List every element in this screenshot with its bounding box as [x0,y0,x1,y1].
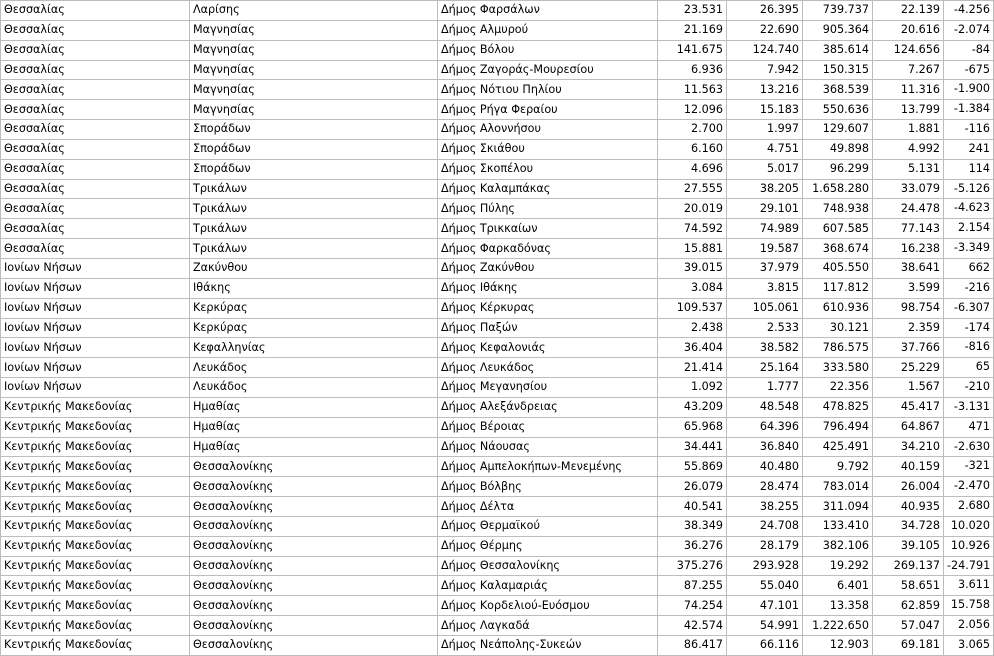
value-a-cell[interactable]: 36.276 [658,536,727,556]
value-b-cell[interactable]: 124.740 [727,40,803,60]
region-cell[interactable]: Θεσσαλίας [1,40,190,60]
region-cell[interactable]: Θεσσαλίας [1,80,190,100]
value-d-cell[interactable]: 7.267 [873,60,944,80]
municipality-cell[interactable]: Δήμος Βέροιας [438,417,658,437]
value-d-cell[interactable]: 39.105 [873,536,944,556]
region-cell[interactable]: Κεντρικής Μακεδονίας [1,497,190,517]
table-row [1,199,994,219]
value-b-cell[interactable]: 24.708 [727,516,803,536]
value-c-cell[interactable]: 796.494 [803,417,873,437]
value-c-cell[interactable]: 311.094 [803,497,873,517]
table-row [1,417,994,437]
value-a-cell[interactable]: 43.209 [658,397,727,417]
value-d-cell[interactable]: 11.316 [873,80,944,100]
region-cell[interactable]: Κεντρικής Μακεδονίας [1,397,190,417]
value-c-cell[interactable]: 748.938 [803,199,873,219]
value-d-cell[interactable]: 20.616 [873,20,944,40]
municipality-cell[interactable]: Δήμος Θέρμης [438,536,658,556]
value-a-cell[interactable]: 4.696 [658,159,727,179]
value-b-cell[interactable]: 15.183 [727,100,803,120]
prefecture-cell[interactable]: Μαγνησίας [190,80,438,100]
table-row [1,278,994,298]
value-b-cell[interactable]: 74.989 [727,219,803,239]
change-cell[interactable]: -2.630 [944,437,994,457]
value-c-cell[interactable]: 333.580 [803,358,873,378]
municipality-cell[interactable]: Δήμος Καλαμαριάς [438,576,658,596]
municipality-cell[interactable]: Δήμος Αλοννήσου [438,120,658,140]
value-d-cell[interactable]: 40.159 [873,457,944,477]
value-d-cell[interactable]: 1.567 [873,378,944,398]
prefecture-cell[interactable]: Μαγνησίας [190,100,438,120]
prefecture-cell[interactable]: Θεσσαλονίκης [190,516,438,536]
region-cell[interactable]: Ιονίων Νήσων [1,378,190,398]
municipality-cell[interactable]: Δήμος Ιθάκης [438,278,658,298]
municipality-cell[interactable]: Δήμος Δέλτα [438,497,658,517]
value-a-cell[interactable]: 21.414 [658,358,727,378]
change-cell[interactable]: -210 [944,378,994,398]
change-cell[interactable]: -816 [944,338,994,358]
value-b-cell[interactable]: 105.061 [727,298,803,318]
prefecture-cell[interactable]: Ημαθίας [190,417,438,437]
value-c-cell[interactable]: 425.491 [803,437,873,457]
change-cell[interactable]: 65 [944,358,994,378]
value-c-cell[interactable]: 905.364 [803,20,873,40]
value-c-cell[interactable]: 49.898 [803,139,873,159]
region-cell[interactable]: Κεντρικής Μακεδονίας [1,536,190,556]
value-b-cell[interactable]: 5.017 [727,159,803,179]
change-cell[interactable]: -216 [944,278,994,298]
value-a-cell[interactable]: 21.169 [658,20,727,40]
value-b-cell[interactable]: 64.396 [727,417,803,437]
value-d-cell[interactable]: 58.651 [873,576,944,596]
value-d-cell[interactable]: 1.881 [873,120,944,140]
value-c-cell[interactable]: 607.585 [803,219,873,239]
region-cell[interactable]: Θεσσαλίας [1,100,190,120]
value-a-cell[interactable]: 2.700 [658,120,727,140]
prefecture-cell[interactable]: Λευκάδος [190,378,438,398]
prefecture-cell[interactable]: Κεφαλληνίας [190,338,438,358]
change-cell[interactable]: 471 [944,417,994,437]
region-cell[interactable]: Κεντρικής Μακεδονίας [1,616,190,636]
value-a-cell[interactable]: 74.592 [658,219,727,239]
value-a-cell[interactable]: 15.881 [658,239,727,259]
municipality-cell[interactable]: Δήμος Αμπελοκήπων-Μενεμένης [438,457,658,477]
value-a-cell[interactable]: 23.531 [658,1,727,21]
region-cell[interactable]: Κεντρικής Μακεδονίας [1,417,190,437]
municipality-cell[interactable]: Δήμος Αλεξάνδρειας [438,397,658,417]
prefecture-cell[interactable]: Τρικάλων [190,239,438,259]
region-cell[interactable]: Θεσσαλίας [1,20,190,40]
value-a-cell[interactable]: 20.019 [658,199,727,219]
table-row [1,159,994,179]
prefecture-cell[interactable]: Τρικάλων [190,199,438,219]
change-cell[interactable]: -84 [944,40,994,60]
prefecture-cell[interactable]: Λαρίσης [190,1,438,21]
change-cell[interactable]: -3.349 [944,239,994,259]
region-cell[interactable]: Κεντρικής Μακεδονίας [1,516,190,536]
value-c-cell[interactable]: 382.106 [803,536,873,556]
value-d-cell[interactable]: 45.417 [873,397,944,417]
value-b-cell[interactable]: 40.480 [727,457,803,477]
region-cell[interactable]: Θεσσαλίας [1,120,190,140]
region-cell[interactable]: Θεσσαλίας [1,1,190,21]
table-row [1,338,994,358]
value-b-cell[interactable]: 1.997 [727,120,803,140]
region-cell[interactable]: Ιονίων Νήσων [1,278,190,298]
value-d-cell[interactable]: 40.935 [873,497,944,517]
value-c-cell[interactable]: 405.550 [803,258,873,278]
region-cell[interactable]: Θεσσαλίας [1,139,190,159]
table-row [1,378,994,398]
value-d-cell[interactable]: 77.143 [873,219,944,239]
prefecture-cell[interactable]: Τρικάλων [190,179,438,199]
prefecture-cell[interactable]: Θεσσαλονίκης [190,596,438,616]
value-a-cell[interactable]: 6.936 [658,60,727,80]
value-c-cell[interactable]: 22.356 [803,378,873,398]
table-row [1,477,994,497]
value-a-cell[interactable]: 11.563 [658,80,727,100]
value-a-cell[interactable]: 39.015 [658,258,727,278]
region-cell[interactable]: Θεσσαλίας [1,239,190,259]
region-cell[interactable]: Θεσσαλίας [1,179,190,199]
value-d-cell[interactable]: 33.079 [873,179,944,199]
value-a-cell[interactable]: 27.555 [658,179,727,199]
value-c-cell[interactable]: 6.401 [803,576,873,596]
value-b-cell[interactable]: 54.991 [727,616,803,636]
value-d-cell[interactable]: 34.728 [873,516,944,536]
region-cell[interactable]: Ιονίων Νήσων [1,358,190,378]
value-d-cell[interactable]: 34.210 [873,437,944,457]
value-b-cell[interactable]: 25.164 [727,358,803,378]
value-a-cell[interactable]: 1.092 [658,378,727,398]
prefecture-cell[interactable]: Μαγνησίας [190,60,438,80]
municipality-cell[interactable]: Δήμος Νεάπολης-Συκεών [438,636,658,656]
prefecture-cell[interactable]: Θεσσαλονίκης [190,457,438,477]
region-cell[interactable]: Θεσσαλίας [1,219,190,239]
value-a-cell[interactable]: 65.968 [658,417,727,437]
region-cell[interactable]: Κεντρικής Μακεδονίας [1,596,190,616]
table-row [1,616,994,636]
table-row [1,239,994,259]
change-cell[interactable]: -321 [944,457,994,477]
value-b-cell[interactable]: 38.205 [727,179,803,199]
region-cell[interactable]: Κεντρικής Μακεδονίας [1,556,190,576]
value-b-cell[interactable]: 3.815 [727,278,803,298]
value-c-cell[interactable]: 133.410 [803,516,873,536]
change-cell[interactable]: -1.384 [944,100,994,120]
municipality-cell[interactable]: Δήμος Φαρκαδόνας [438,239,658,259]
change-cell[interactable]: 10.020 [944,516,994,536]
value-c-cell[interactable]: 117.812 [803,278,873,298]
prefecture-cell[interactable]: Μαγνησίας [190,40,438,60]
prefecture-cell[interactable]: Ημαθίας [190,437,438,457]
region-cell[interactable]: Θεσσαλίας [1,199,190,219]
change-cell[interactable]: 3.065 [944,636,994,656]
prefecture-cell[interactable]: Λευκάδος [190,358,438,378]
change-cell[interactable]: 2.056 [944,616,994,636]
value-c-cell[interactable]: 19.292 [803,556,873,576]
value-a-cell[interactable]: 55.869 [658,457,727,477]
region-cell[interactable]: Θεσσαλίας [1,159,190,179]
change-cell[interactable]: 2.680 [944,497,994,517]
value-a-cell[interactable]: 141.675 [658,40,727,60]
prefecture-cell[interactable]: Θεσσαλονίκης [190,636,438,656]
value-d-cell[interactable]: 25.229 [873,358,944,378]
prefecture-cell[interactable]: Τρικάλων [190,219,438,239]
value-a-cell[interactable]: 3.084 [658,278,727,298]
municipality-cell[interactable]: Δήμος Πύλης [438,199,658,219]
prefecture-cell[interactable]: Θεσσαλονίκης [190,556,438,576]
value-c-cell[interactable]: 739.737 [803,1,873,21]
value-b-cell[interactable]: 29.101 [727,199,803,219]
change-cell[interactable]: -4.623 [944,199,994,219]
table-row [1,596,994,616]
table-row [1,298,994,318]
change-cell[interactable]: -2.074 [944,20,994,40]
change-cell[interactable]: -675 [944,60,994,80]
municipality-cell[interactable]: Δήμος Ζακύνθου [438,258,658,278]
value-c-cell[interactable]: 9.792 [803,457,873,477]
change-cell[interactable]: 662 [944,258,994,278]
table-row [1,1,994,21]
municipality-cell[interactable]: Δήμος Φαρσάλων [438,1,658,21]
change-cell[interactable]: -1.900 [944,80,994,100]
change-cell[interactable]: -5.126 [944,179,994,199]
value-d-cell[interactable]: 22.139 [873,1,944,21]
table-row [1,636,994,656]
change-cell[interactable]: 3.611 [944,576,994,596]
change-cell[interactable]: 10.926 [944,536,994,556]
prefecture-cell[interactable]: Κερκύρας [190,318,438,338]
municipality-cell[interactable]: Δήμος Τρικκαίων [438,219,658,239]
table-row [1,139,994,159]
value-d-cell[interactable]: 62.859 [873,596,944,616]
table-row [1,516,994,536]
value-c-cell[interactable]: 610.936 [803,298,873,318]
municipality-cell[interactable]: Δήμος Καλαμπάκας [438,179,658,199]
change-cell[interactable]: 15.758 [944,596,994,616]
table-row [1,437,994,457]
value-a-cell[interactable]: 375.276 [658,556,727,576]
value-b-cell[interactable]: 28.179 [727,536,803,556]
value-c-cell[interactable]: 129.607 [803,120,873,140]
value-d-cell[interactable]: 4.992 [873,139,944,159]
table-row [1,20,994,40]
change-cell[interactable]: 241 [944,139,994,159]
change-cell[interactable]: -116 [944,120,994,140]
value-b-cell[interactable]: 1.777 [727,378,803,398]
value-b-cell[interactable]: 66.116 [727,636,803,656]
value-d-cell[interactable]: 13.799 [873,100,944,120]
prefecture-cell[interactable]: Μαγνησίας [190,20,438,40]
table-row [1,318,994,338]
table-row [1,497,994,517]
value-b-cell[interactable]: 2.533 [727,318,803,338]
region-cell[interactable]: Θεσσαλίας [1,60,190,80]
spreadsheet-body [1,1,994,656]
value-c-cell[interactable]: 368.674 [803,239,873,259]
municipality-cell[interactable]: Δήμος Ζαγοράς-Μουρεσίου [438,60,658,80]
value-c-cell[interactable]: 12.903 [803,636,873,656]
change-cell[interactable]: -174 [944,318,994,338]
value-c-cell[interactable]: 786.575 [803,338,873,358]
region-cell[interactable]: Κεντρικής Μακεδονίας [1,477,190,497]
table-row [1,397,994,417]
value-b-cell[interactable]: 13.216 [727,80,803,100]
region-cell[interactable]: Κεντρικής Μακεδονίας [1,437,190,457]
value-c-cell[interactable]: 1.658.280 [803,179,873,199]
region-cell[interactable]: Ιονίων Νήσων [1,258,190,278]
municipality-cell[interactable]: Δήμος Νάουσας [438,437,658,457]
municipality-cell[interactable]: Δήμος Σκιάθου [438,139,658,159]
municipality-cell[interactable]: Δήμος Κέρκυρας [438,298,658,318]
value-b-cell[interactable]: 48.548 [727,397,803,417]
table-row [1,60,994,80]
municipality-cell[interactable]: Δήμος Λευκάδος [438,358,658,378]
prefecture-cell[interactable]: Σποράδων [190,159,438,179]
prefecture-cell[interactable]: Θεσσαλονίκης [190,477,438,497]
value-a-cell[interactable]: 40.541 [658,497,727,517]
value-b-cell[interactable]: 22.690 [727,20,803,40]
value-c-cell[interactable]: 150.315 [803,60,873,80]
table-row [1,179,994,199]
municipality-cell[interactable]: Δήμος Σκοπέλου [438,159,658,179]
value-d-cell[interactable]: 37.766 [873,338,944,358]
value-b-cell[interactable]: 37.979 [727,258,803,278]
value-b-cell[interactable]: 47.101 [727,596,803,616]
table-row [1,556,994,576]
value-a-cell[interactable]: 34.441 [658,437,727,457]
table-row [1,358,994,378]
value-d-cell[interactable]: 26.004 [873,477,944,497]
table-row [1,120,994,140]
table-row [1,219,994,239]
value-d-cell[interactable]: 38.641 [873,258,944,278]
value-b-cell[interactable]: 36.840 [727,437,803,457]
change-cell[interactable]: 2.154 [944,219,994,239]
value-b-cell[interactable]: 28.474 [727,477,803,497]
prefecture-cell[interactable]: Θεσσαλονίκης [190,536,438,556]
municipality-cell[interactable]: Δήμος Ρήγα Φεραίου [438,100,658,120]
value-c-cell[interactable]: 550.636 [803,100,873,120]
value-d-cell[interactable]: 269.137 [873,556,944,576]
value-c-cell[interactable]: 478.825 [803,397,873,417]
value-d-cell[interactable]: 124.656 [873,40,944,60]
value-a-cell[interactable]: 42.574 [658,616,727,636]
municipality-cell[interactable]: Δήμος Βόλβης [438,477,658,497]
value-a-cell[interactable]: 74.254 [658,596,727,616]
municipality-cell[interactable]: Δήμος Μεγανησίου [438,378,658,398]
prefecture-cell[interactable]: Σποράδων [190,139,438,159]
prefecture-cell[interactable]: Ιθάκης [190,278,438,298]
value-b-cell[interactable]: 19.587 [727,239,803,259]
prefecture-cell[interactable]: Θεσσαλονίκης [190,576,438,596]
municipality-cell[interactable]: Δήμος Αλμυρού [438,20,658,40]
value-d-cell[interactable]: 24.478 [873,199,944,219]
region-cell[interactable]: Κεντρικής Μακεδονίας [1,457,190,477]
region-cell[interactable]: Κεντρικής Μακεδονίας [1,576,190,596]
value-b-cell[interactable]: 4.751 [727,139,803,159]
value-d-cell[interactable]: 98.754 [873,298,944,318]
municipality-cell[interactable]: Δήμος Παξών [438,318,658,338]
prefecture-cell[interactable]: Ζακύνθου [190,258,438,278]
table-row [1,40,994,60]
value-b-cell[interactable]: 38.582 [727,338,803,358]
value-d-cell[interactable]: 3.599 [873,278,944,298]
change-cell[interactable]: 114 [944,159,994,179]
value-a-cell[interactable]: 109.537 [658,298,727,318]
value-c-cell[interactable]: 96.299 [803,159,873,179]
value-c-cell[interactable]: 385.614 [803,40,873,60]
value-b-cell[interactable]: 38.255 [727,497,803,517]
value-d-cell[interactable]: 69.181 [873,636,944,656]
prefecture-cell[interactable]: Σποράδων [190,120,438,140]
municipality-cell[interactable]: Δήμος Νότιου Πηλίου [438,80,658,100]
value-a-cell[interactable]: 36.404 [658,338,727,358]
value-c-cell[interactable]: 368.539 [803,80,873,100]
value-d-cell[interactable]: 64.867 [873,417,944,437]
region-cell[interactable]: Ιονίων Νήσων [1,298,190,318]
region-cell[interactable]: Κεντρικής Μακεδονίας [1,636,190,656]
value-d-cell[interactable]: 2.359 [873,318,944,338]
table-row [1,80,994,100]
prefecture-cell[interactable]: Ημαθίας [190,397,438,417]
municipality-cell[interactable]: Δήμος Κεφαλονιάς [438,338,658,358]
value-a-cell[interactable]: 86.417 [658,636,727,656]
change-cell[interactable]: -2.470 [944,477,994,497]
municipality-cell[interactable]: Δήμος Κορδελιού-Ευόσμου [438,596,658,616]
value-a-cell[interactable]: 38.349 [658,516,727,536]
table-row [1,536,994,556]
municipality-cell[interactable]: Δήμος Θερμαϊκού [438,516,658,536]
municipality-cell[interactable]: Δήμος Θεσσαλονίκης [438,556,658,576]
value-b-cell[interactable]: 55.040 [727,576,803,596]
prefecture-cell[interactable]: Θεσσαλονίκης [190,616,438,636]
change-cell[interactable]: -6.307 [944,298,994,318]
table-row [1,457,994,477]
value-d-cell[interactable]: 57.047 [873,616,944,636]
change-cell[interactable]: -4.256 [944,1,994,21]
change-cell[interactable]: -3.131 [944,397,994,417]
region-cell[interactable]: Ιονίων Νήσων [1,338,190,358]
value-a-cell[interactable]: 12.096 [658,100,727,120]
value-d-cell[interactable]: 5.131 [873,159,944,179]
value-c-cell[interactable]: 13.358 [803,596,873,616]
municipality-cell[interactable]: Δήμος Βόλου [438,40,658,60]
value-c-cell[interactable]: 783.014 [803,477,873,497]
value-b-cell[interactable]: 293.928 [727,556,803,576]
table-row [1,576,994,596]
value-a-cell[interactable]: 2.438 [658,318,727,338]
table-row [1,258,994,278]
value-a-cell[interactable]: 87.255 [658,576,727,596]
value-c-cell[interactable]: 30.121 [803,318,873,338]
value-b-cell[interactable]: 7.942 [727,60,803,80]
value-a-cell[interactable]: 6.160 [658,139,727,159]
value-d-cell[interactable]: 16.238 [873,239,944,259]
value-a-cell[interactable]: 26.079 [658,477,727,497]
value-c-cell[interactable]: 1.222.650 [803,616,873,636]
region-cell[interactable]: Ιονίων Νήσων [1,318,190,338]
municipality-cell[interactable]: Δήμος Λαγκαδά [438,616,658,636]
value-b-cell[interactable]: 26.395 [727,1,803,21]
change-cell[interactable]: -24.791 [944,556,994,576]
table-row [1,100,994,120]
prefecture-cell[interactable]: Θεσσαλονίκης [190,497,438,517]
prefecture-cell[interactable]: Κερκύρας [190,298,438,318]
